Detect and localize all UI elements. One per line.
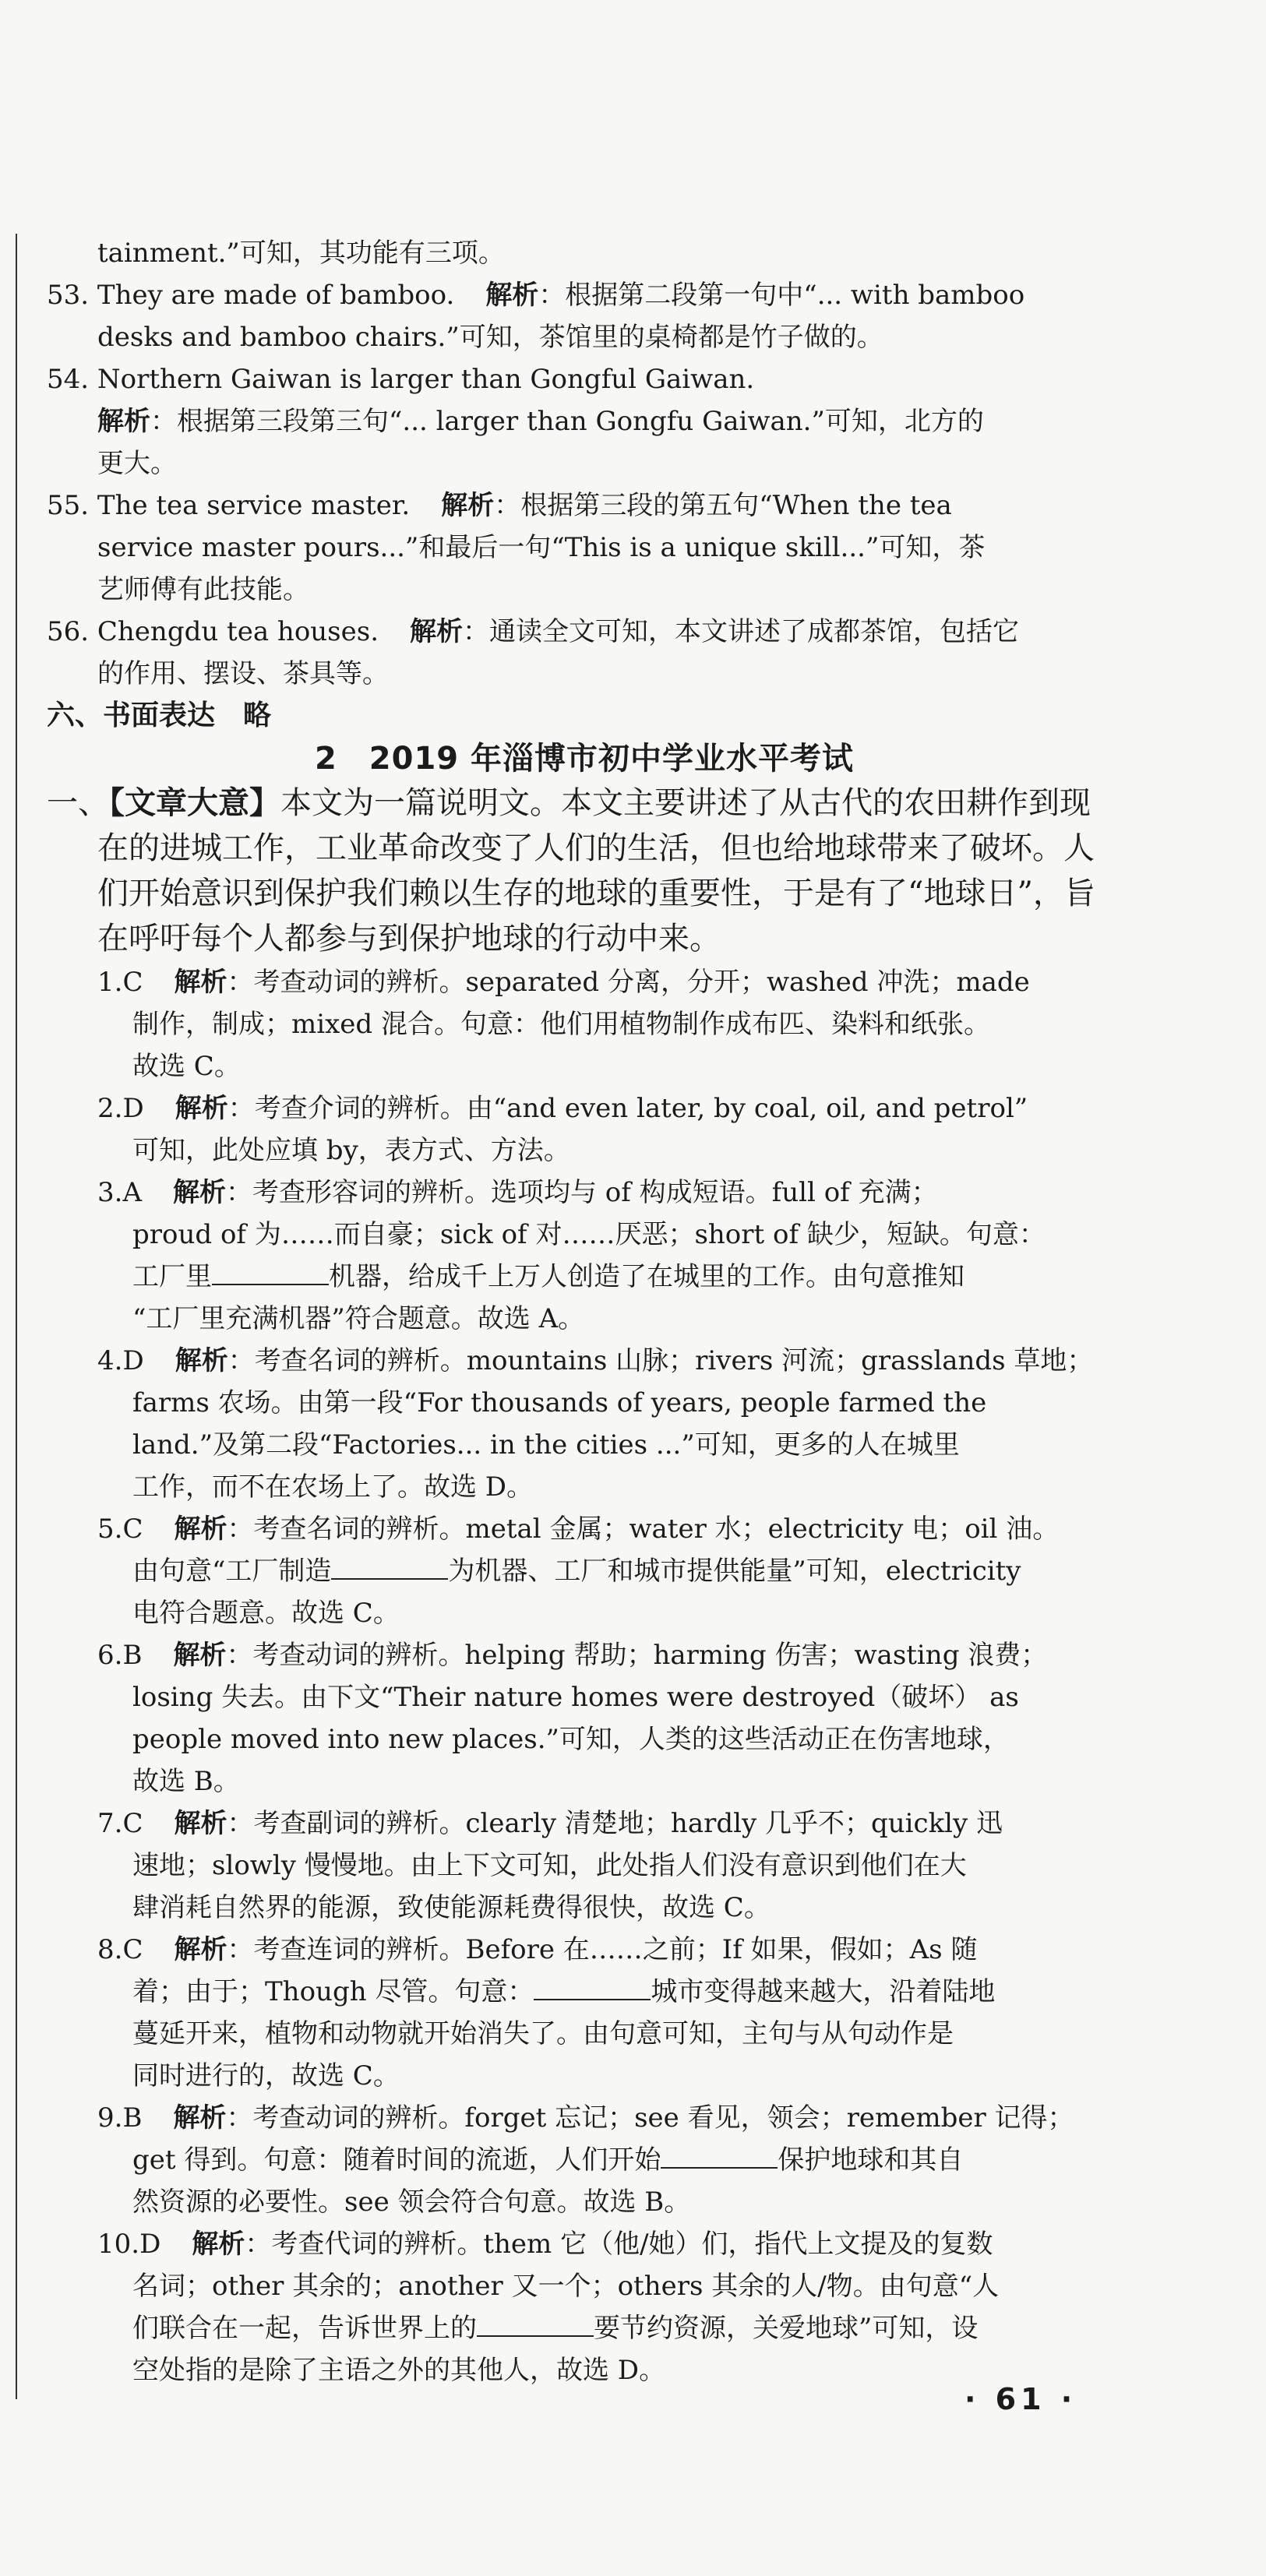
analysis-label: 解析 xyxy=(97,406,150,437)
analysis-label: 解析 xyxy=(192,2229,245,2260)
answer-list xyxy=(47,961,1122,2391)
article-summary: 一、【文章大意】本文为一篇说明文。本文主要讲述了从古代的农田耕作到现 在的进城工作，工业革命改变了人们的生活，但也给地球带来了破坏。人 们开始意识到保护我们赖以生存的地球的重要性，于是有了“地球日”，旨 在呼吁每个人都参与到保护地球的行动中来。 xyxy=(47,785,1095,957)
answer-item: 3.A 解析：考查形容词的辨析。选项均与 of 构成短语。full of 充满； proud of 为……而自豪；sick of 对……厌恶；short of 缺少，短缺。句意： 工厂里 机器，给成千上万人创造了在城里的工作。由句意推知 “工厂里充满机器”符合题意。故选 A。 xyxy=(97,1177,1046,1334)
answer-item: 2.D 解析：考查介词的辨析。由“and even later, by coal, oil, and petrol” 可知，此处应填 by，表方式、方法。 xyxy=(97,1093,1028,1166)
answer-item: 4.D 解析：考查名词的辨析。mountains 山脉；rivers 河流；grasslands 草地； farms 农场。由第一段“For thousands of years, people farmed the land.”及第二段“Factories... in the cities ...”可知，更多的人在城里 工作，而不在农场上了。故选 D。 xyxy=(97,1345,1094,1503)
answer-item: 5.C 解析：考查名词的辨析。metal 金属；water 水；electricity 电；oil 油。 由句意“工厂制造 为机器、工厂和城市提供能量”可知，electricity 电符合题意。故选 C。 xyxy=(97,1514,1060,1629)
item-number: 10.D xyxy=(97,2229,161,2260)
fill-blank xyxy=(212,1260,329,1285)
item-number: 7.C xyxy=(97,1808,143,1839)
answer-item: 9.B 解析：考查动词的辨析。forget 忘记；see 看见，领会；remember 记得； get 得到。句意：随着时间的流逝，人们开始 保护地球和其自 然资源的必要性。see 领会符合句意。故选 B。 xyxy=(97,2102,1074,2218)
item-number: 56. xyxy=(47,616,90,647)
item-number: 8.C xyxy=(97,1934,143,1965)
analysis-label: 解析 xyxy=(174,1808,227,1839)
exam-section-title: 2 2019 年淄博市初中学业水平考试 xyxy=(314,741,855,777)
item-number: 4.D xyxy=(97,1345,144,1376)
fill-blank xyxy=(331,1555,448,1580)
item-number: 6.B xyxy=(97,1640,143,1671)
analysis-label: 解析 xyxy=(174,1934,227,1965)
answer-item: 6.B 解析：考查动词的辨析。helping 帮助；harming 伤害；wasting 浪费； losing 失去。由下文“Their nature homes were destroyed（破坏） as people moved into new places.”可知，人类的这些活动正在伤害地球， 故选 B。 xyxy=(97,1640,1048,1797)
item-number: 5.C xyxy=(97,1514,143,1545)
analysis-label: 解析 xyxy=(173,2102,227,2134)
analysis-label: 解析 xyxy=(173,1177,226,1208)
item-number: 2.D xyxy=(97,1093,144,1124)
analysis-label: 解析 xyxy=(173,1640,227,1671)
analysis-label: 解析 xyxy=(441,490,495,521)
continuation-line: tainment.”可知，其功能有三项。 xyxy=(97,238,505,269)
section-six-heading: 六、书面表达 略 xyxy=(47,700,272,731)
answer-54: 54. Northern Gaiwan is larger than Gongful Gaiwan. 解析：根据第三段第三句“... larger than Gongfu Gaiwan.”可知，北方的 更大。 xyxy=(47,364,984,479)
analysis-label: 解析 xyxy=(175,1345,228,1376)
answer-text: They are made of bamboo. xyxy=(97,280,455,311)
document-body xyxy=(47,232,1122,2391)
answer-53: 53. They are made of bamboo. 解析：根据第二段第一句中“... with bamboo desks and bamboo chairs.”可知，茶馆里的桌椅都是竹子做的。 xyxy=(47,280,1025,353)
margin-rule xyxy=(16,234,17,2399)
answer-item: 8.C 解析：考查连词的辨析。Before 在……之前；If 如果，假如；As 随 着；由于；Though 尽管。句意： 城市变得越来越大，沿着陆地 蔓延开来，植物和动物就开始消失了。由句意可知，主句与从句动作是 同时进行的，故选 C。 xyxy=(97,1934,996,2091)
answer-item: 1.C 解析：考查动词的辨析。separated 分离，分开；washed 冲洗；made 制作，制成；mixed 混合。句意：他们用植物制作成布匹、染料和纸张。 故选 C。 xyxy=(97,967,1030,1082)
answer-55: 55. The tea service master. 解析：根据第三段的第五句“When the tea service master pours...”和最后一句“This is a unique skill...”可知，茶 艺师傅有此技能。 xyxy=(47,490,986,605)
item-number: 3.A xyxy=(97,1177,142,1208)
fill-blank xyxy=(534,1975,651,2000)
analysis-label: 解析 xyxy=(174,967,227,998)
fill-blank xyxy=(661,2144,778,2169)
analysis-label: 解析 xyxy=(174,1514,227,1545)
item-number: 9.B xyxy=(97,2102,143,2134)
item-number: 55. xyxy=(47,490,90,521)
item-number: 54. xyxy=(47,364,90,395)
answer-item: 7.C 解析：考查副词的辨析。clearly 清楚地；hardly 几乎不；quickly 迅 速地；slowly 慢慢地。由上下文可知，此处指人们没有意识到他们在大 肆消耗自然界的能源，致使能源耗费得很快，故选 C。 xyxy=(97,1808,1003,1923)
answer-text: The tea service master. xyxy=(97,490,411,521)
analysis-label: 解析 xyxy=(410,616,464,647)
page-number: · 61 · xyxy=(964,2382,1077,2416)
summary-label: 【文章大意】 xyxy=(109,785,280,821)
answer-text: Chengdu tea houses. xyxy=(97,616,379,647)
item-number: 1.C xyxy=(97,967,143,998)
item-number: 53. xyxy=(47,280,90,311)
fill-blank xyxy=(477,2312,594,2337)
analysis-label: 解析 xyxy=(175,1093,228,1124)
answer-text: Northern Gaiwan is larger than Gongful Gaiwan. xyxy=(97,364,755,395)
analysis-label: 解析 xyxy=(485,280,539,311)
answer-56: 56. Chengdu tea houses. 解析：通读全文可知，本文讲述了成都茶馆，包括它 的作用、摆设、茶具等。 xyxy=(47,616,1020,689)
answer-item: 10.D 解析：考查代词的辨析。them 它（他/她）们，指代上文提及的复数 名词；other 其余的；another 又一个；others 其余的人/物。由句意“人 们联合在一起，告诉世界上的 要节约资源，关爱地球”可知，设 空处指的是除了主语之外的其他人，故选 D。 xyxy=(97,2229,1000,2386)
